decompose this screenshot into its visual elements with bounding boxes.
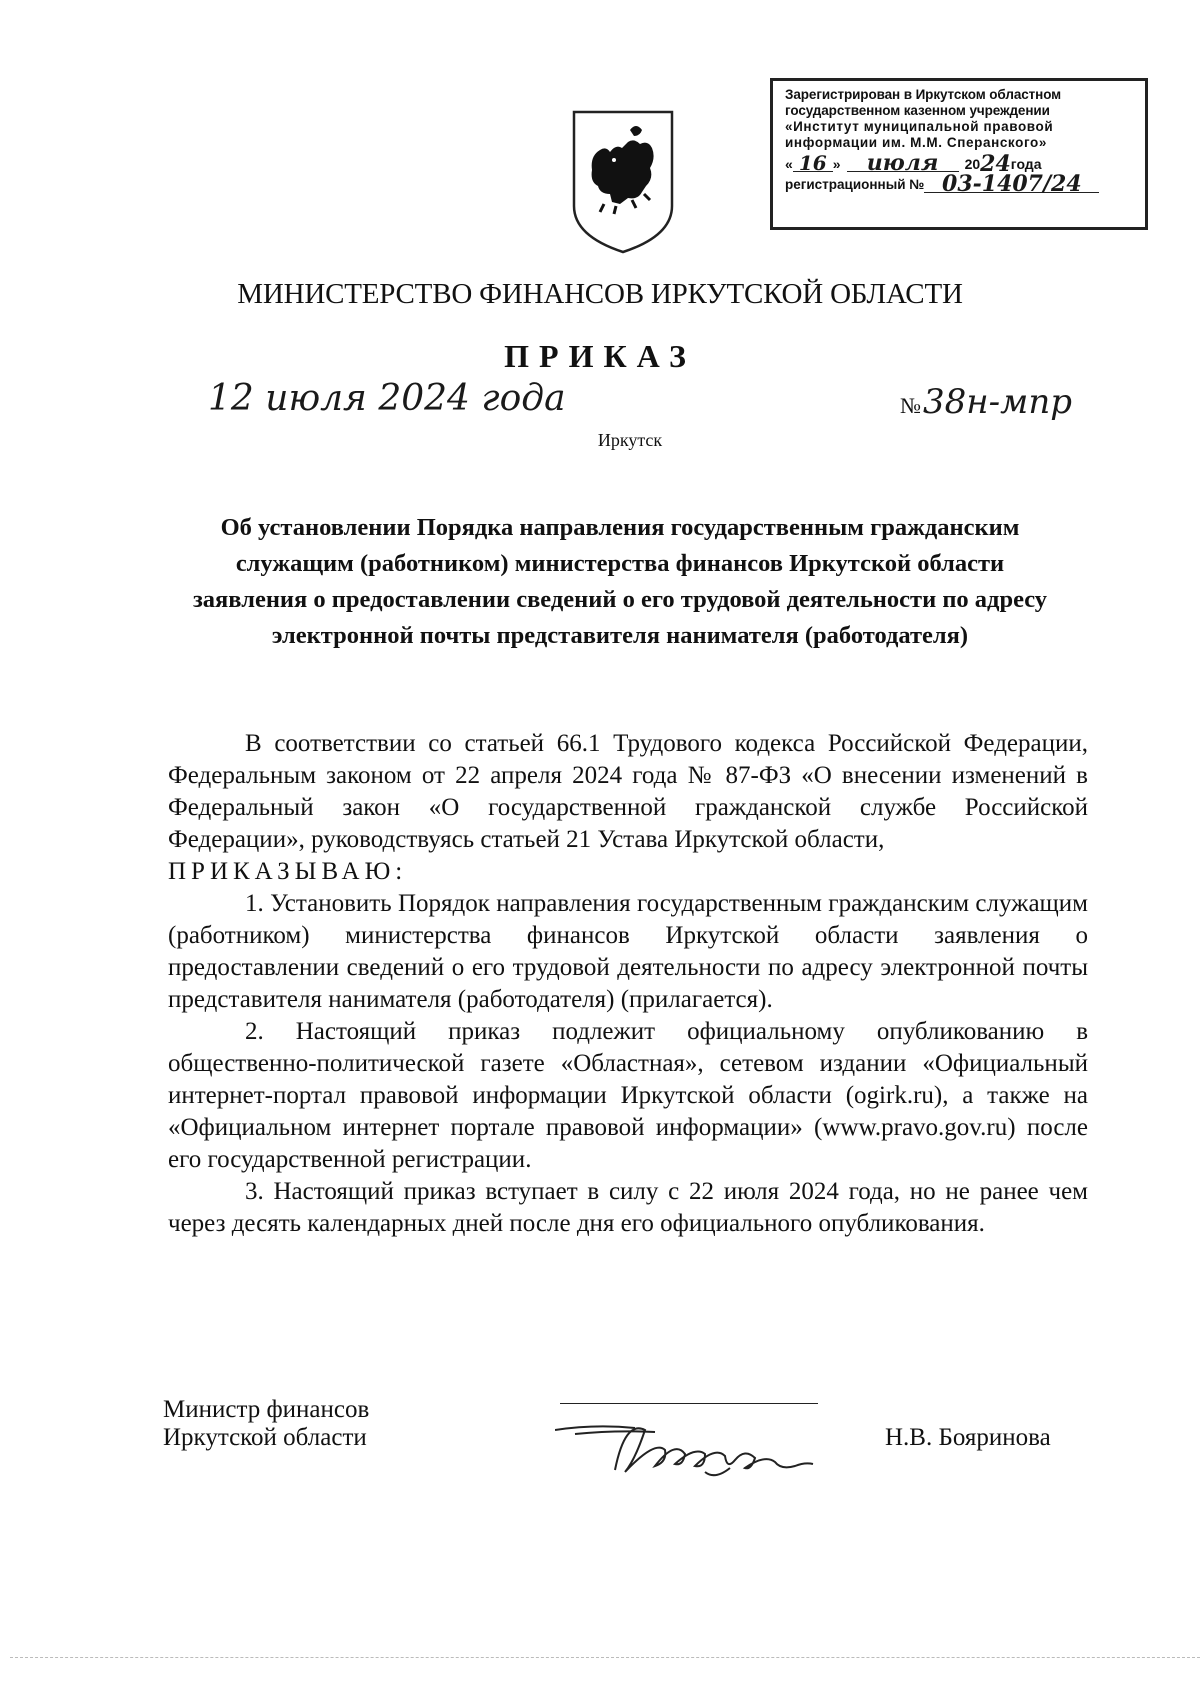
document-type-heading: ПРИКАЗ (504, 338, 696, 374)
registration-stamp (770, 78, 1148, 230)
stamp-line-4: информации им. М.М. Сперанского» (785, 135, 1047, 150)
stamp-reg-number: 03-1407/24 (924, 176, 1099, 193)
signer-position-line-2: Иркутской области (163, 1424, 367, 1451)
handwritten-signature (555, 1410, 815, 1485)
order-item-3: 3. Настоящий приказ вступает в силу с 22 июля 2024 года, но не ранее чем через десять календарных дней после дня его официального опубликования. (168, 1178, 1088, 1237)
document-body (168, 728, 1088, 1240)
order-item-1: 1. Установить Порядок направления государственным гражданским служащим (работником) министерства финансов Иркутской области заявления о предоставлении сведений о его трудовой деятельности по адресу электронной почты представителя нанимателя (работодателя) (прилагается). (168, 890, 1088, 1013)
preamble-paragraph: В соответствии со статьей 66.1 Трудового кодекса Российской Федерации, Федеральным законом от 22 апреля 2024 года № 87-ФЗ «О внесении изменений в Федеральный закон «О государственной гражданской службе Российской Федерации», руководствуясь статьей 21 Устава Иркутской области, (168, 730, 1088, 853)
signature-line (560, 1403, 818, 1404)
document-title: Об установлении Порядка направления государственным гражданским служащим (работником) министерства финансов Иркутской области заявления о предоставлении сведений о его трудовой деятельности по адресу электронной почты представителя нанимателя (работодателя) (192, 514, 1048, 649)
stamp-reg-label: регистрационный № (785, 177, 925, 192)
stamp-reg-line (785, 171, 1139, 197)
signer-position-line-1: Министр финансов (163, 1396, 370, 1423)
handwritten-number: 38н-мпр (923, 382, 1072, 422)
signer-name: Н.В. Бояринова (885, 1424, 1051, 1451)
ministry-name: МИНИСТЕРСТВО ФИНАНСОВ ИРКУТСКОЙ ОБЛАСТИ (237, 278, 963, 310)
order-number (900, 382, 1072, 422)
stamp-line-2: государственном казенном учреждении (785, 103, 1050, 118)
order-item-2: 2. Настоящий приказ подлежит официальному опубликованию в общественно-политической газете «Областная», сетевом издании «Официальный интернет-портал правовой информации Иркутской области (ogirk.ru), а также на «Официальном интернет портале правовой информации» (www.pravo.gov.ru) после его государственной регистрации. (168, 1018, 1088, 1173)
coat-of-arms-emblem (570, 108, 676, 256)
order-word: ПРИКАЗЫВАЮ: (168, 858, 408, 885)
stamp-line-3: «Институт муниципальной правовой (785, 119, 1054, 134)
number-sign: № (900, 393, 921, 418)
scan-bottom-edge (10, 1657, 1200, 1658)
stamp-year-word: года (1010, 156, 1042, 172)
handwritten-date: 12 июля 2024 года (208, 378, 566, 419)
stamp-month: июля (847, 155, 959, 172)
stamp-date-line: « 16 » июля 20 24 года (785, 150, 1042, 177)
signer-position (163, 1396, 369, 1452)
stamp-year-suffix: 24 (980, 151, 1011, 177)
city-name: Иркутск (597, 430, 663, 450)
stamp-day: 16 (793, 155, 833, 172)
stamp-year-prefix: 20 (964, 156, 981, 172)
stamp-line-1: Зарегистрирован в Иркутском областном (785, 87, 1062, 102)
